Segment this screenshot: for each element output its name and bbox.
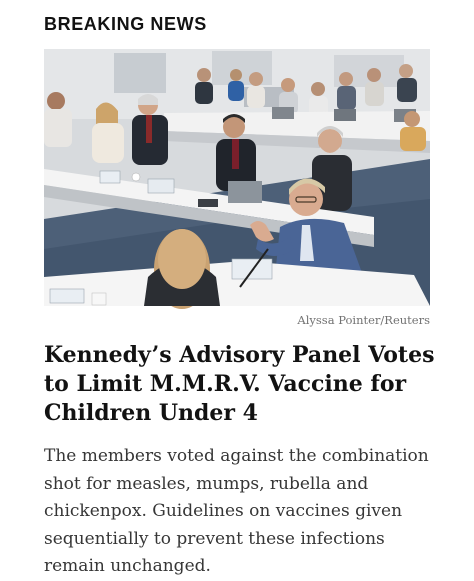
photo-credit: Alyssa Pointer/Reuters: [297, 313, 430, 327]
article-headline[interactable]: Kennedy’s Advisory Panel Votes to Limit M.M.R.V. Vaccine for Children Under 4: [44, 342, 435, 426]
meeting-photo-illustration: [44, 49, 430, 306]
article-summary: The members voted against the combination shot for measles, mumps, rubella and chickenpox. Guidelines on vaccines given sequentially to prevent these infections remain unchanged.: [44, 446, 429, 576]
section-label: BREAKING NEWS: [44, 14, 207, 34]
article-photo[interactable]: [44, 49, 430, 306]
